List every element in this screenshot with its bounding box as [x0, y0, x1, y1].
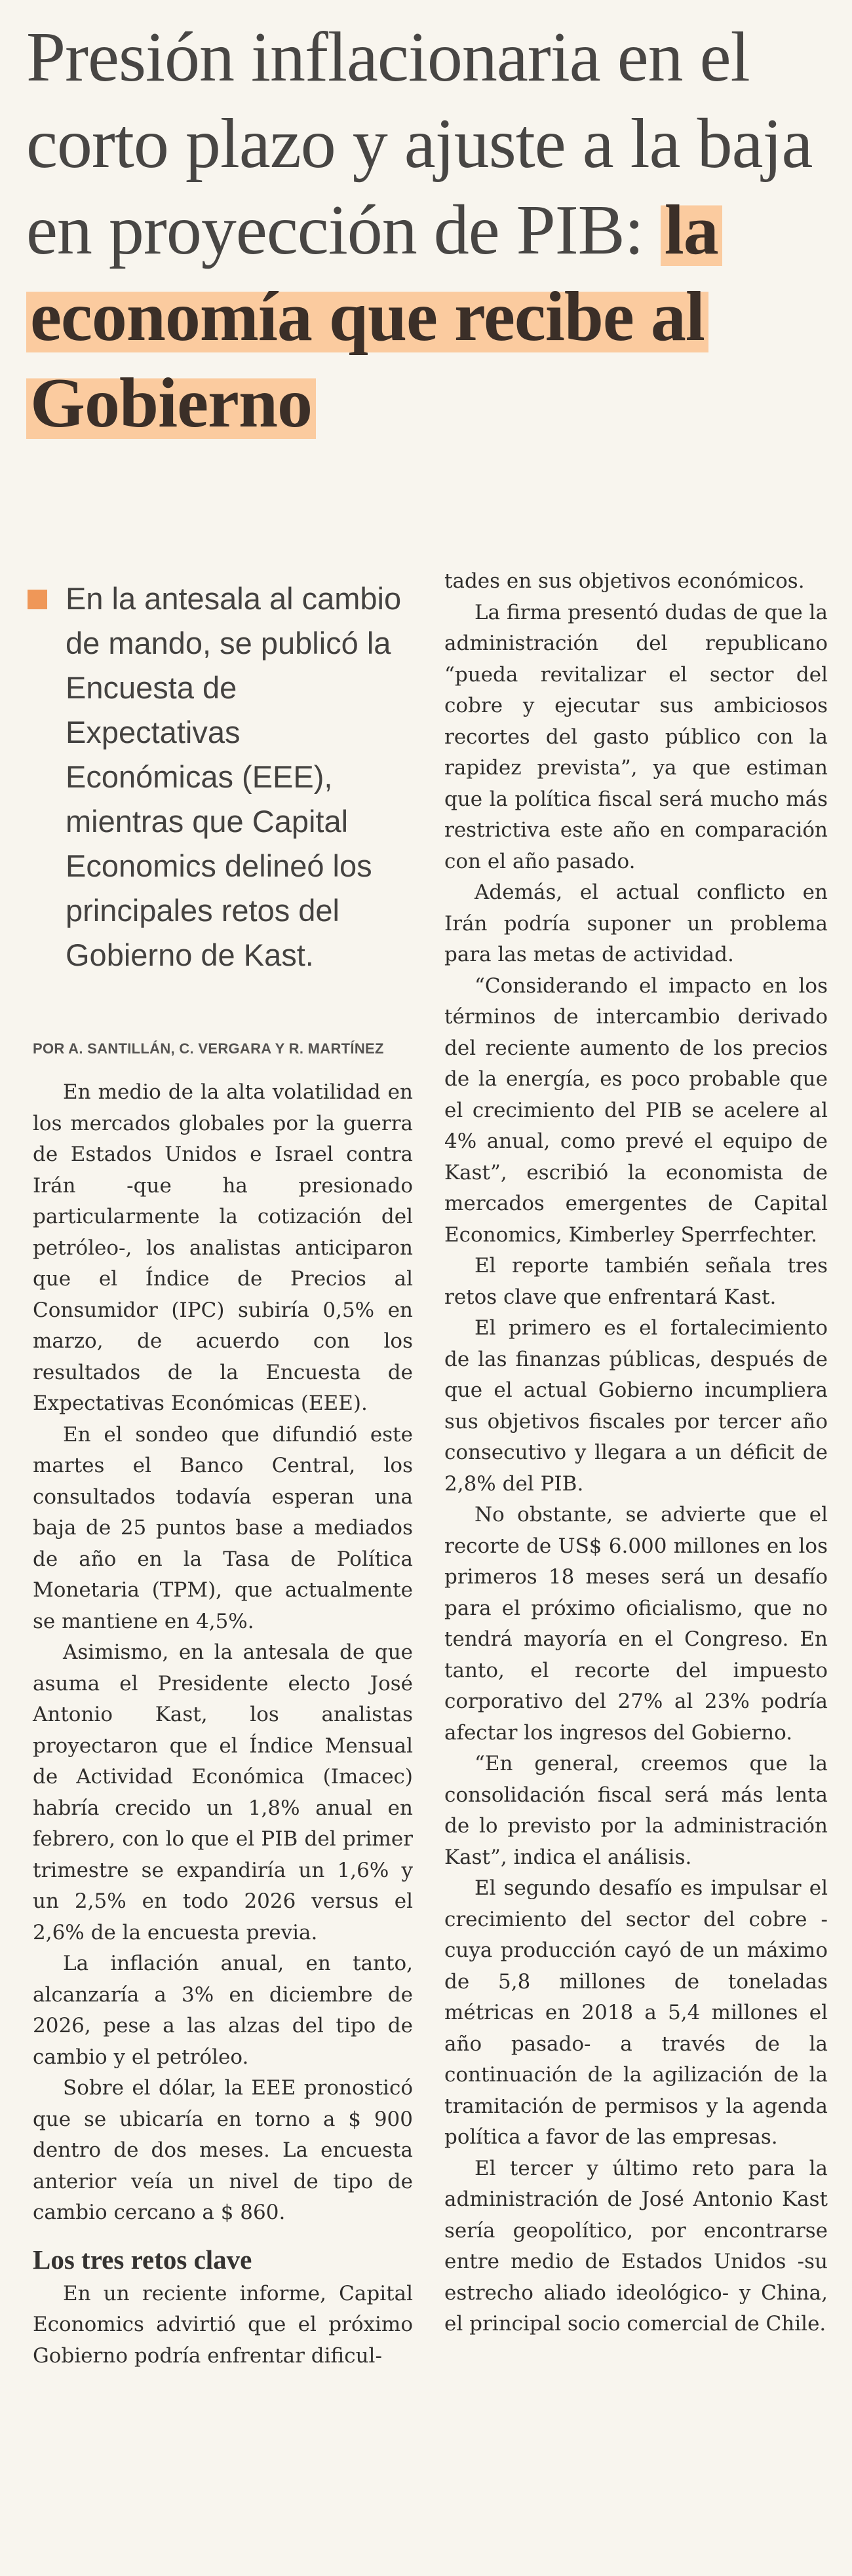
headline-plain: Presión inflacionaria en el corto plazo y ajuste a la baja en proyección de PIB:: [26, 18, 813, 269]
body-paragraph: Asimismo, en la antesala de que asuma el Presidente electo José Antonio Kast, los analistas proyectaron que el Índice Mensual de Actividad Económica (Imacec) habría crecido un 1,8% anual en febrero, con lo que el PIB del primer trimestre se expandiría un 1,6% y un 2,5% en todo 2026 versus el 2,6% de la encuesta previa.: [33, 1640, 413, 1944]
body-paragraph: En medio de la alta volatilidad en los mercados globales por la guerra de Estados Unidos e Israel contra Irán -que ha presionado particularmente la cotización del petróleo-, los analistas anticiparon que el Índice de Precios al Consumidor (IPC) subiría 0,5% en marzo, de acuerdo con los resultados de la Encuesta de Expectativas Económicas (EEE).: [33, 1080, 413, 1415]
summary-block: [26, 577, 413, 977]
byline: POR A. SANTILLÁN, C. VERGARA Y R. MARTÍNEZ: [33, 1040, 384, 1057]
left-column: [26, 577, 413, 2372]
body-paragraph: No obstante, se advierte que el recorte de US$ 6.000 millones en los primeros 18 meses será un desafío para el próximo oficialismo, que no tendrá mayoría en el Congreso. En tanto, el recorte del impuesto corporativo del 27% al 23% podría afectar los ingresos del Gobierno.: [444, 1503, 828, 1745]
right-column: [444, 566, 828, 2340]
body-paragraph: “Considerando el impacto en los términos de intercambio derivado del reciente aumento de los precios de la energía, es poco probable que el crecimiento del PIB se acelere al 4% anual, como prevé el equipo de Kast”, escribió la economista de mercados emergentes de Capital Economics, Kimberley Sperrfechter.: [444, 974, 828, 1247]
summary-text: En la antesala al cambio de mando, se publicó la Encuesta de Expectativas Económicas (EEE), mientras que Capital Economics delineó los principales retos del Gobierno de Kast.: [66, 581, 402, 972]
body-paragraph: En el sondeo que difundió este martes el Banco Central, los consultados todavía esperan una baja de 25 puntos base a mediados de año en la Tasa de Política Monetaria (TPM), que actualmente se mantiene en 4,5%.: [33, 1422, 413, 1633]
body-paragraph: “En general, creemos que la consolidación fiscal será más lenta de lo previsto por la administración Kast”, indica el análisis.: [444, 1752, 828, 1869]
body-paragraph: En un reciente informe, Capital Economics advirtió que el próximo Gobierno podría enfrentar dificul-: [33, 2281, 413, 2368]
body-paragraph: La inflación anual, en tanto, alcanzaría a 3% en diciembre de 2026, pese a las alzas del tipo de cambio y el petróleo.: [33, 1952, 413, 2069]
subheading: Los tres retos clave: [33, 2244, 252, 2275]
square-bullet-icon: [28, 590, 47, 609]
body-paragraph: El primero es el fortalecimiento de las finanzas públicas, después de que el actual Gobierno incumpliera sus objetivos fiscales por tercer año consecutivo y llegara a un déficit de 2,8% del PIB.: [444, 1316, 828, 1496]
body-paragraph: La firma presentó dudas de que la administración del republicano “pueda revitalizar el sector del cobre y ejecutar sus ambiciosos recortes del gasto público con la rapidez prevista”, ya que estiman que la política fiscal será mucho más restrictiva este año en comparación con el año pasado.: [444, 600, 828, 873]
body-paragraph: El tercer y último reto para la administración de José Antonio Kast sería geopolítico, por encontrarse entre medio de Estados Unidos -su estrecho aliado ideológico- y China, el principal socio comercial de Chile.: [444, 2156, 828, 2336]
body-paragraph: Además, el actual conflicto en Irán podría suponer un problema para las metas de actividad.: [444, 881, 828, 966]
headline: [26, 14, 832, 447]
body-paragraph: El segundo desafío es impulsar el crecimiento del sector del cobre -cuya producción cayó de un máximo de 5,8 millones de toneladas métricas en 2018 a 5,4 millones el año pasado- a través de la continuación de la agilización de la tramitación de permisos y la agenda política a favor de las empresas.: [444, 1876, 828, 2149]
body-paragraph-continuation: tades en sus objetivos económicos.: [444, 569, 805, 593]
body-paragraph: El reporte también señala tres retos clave que enfrentará Kast.: [444, 1254, 828, 1309]
body-paragraph: Sobre el dólar, la EEE pronosticó que se ubicaría en torno a $ 900 dentro de dos meses. La encuesta anterior veía un nivel de tipo de cambio cercano a $ 860.: [33, 2076, 413, 2224]
headline-highlight: la economía que recibe al Gobierno: [26, 191, 722, 442]
